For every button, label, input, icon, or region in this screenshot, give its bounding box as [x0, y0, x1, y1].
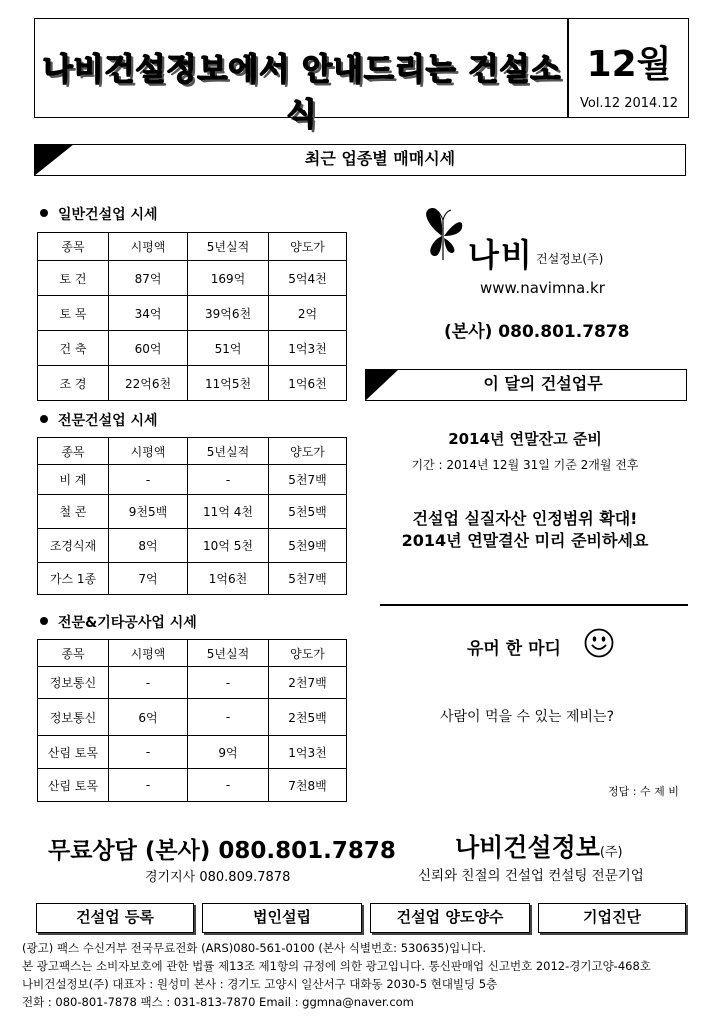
- notice-line2: 2014년 연말결산 미리 준비하세요: [401, 531, 649, 550]
- website-link[interactable]: www.navimna.kr: [480, 279, 605, 297]
- table-row: [38, 366, 347, 401]
- issue-volume: Vol.12 2014.12: [579, 96, 678, 111]
- col-header: 양도가: [269, 233, 347, 261]
- cell: 조경식재: [38, 529, 109, 563]
- cell: 건 축: [38, 331, 109, 366]
- cell: 정보통신: [38, 699, 109, 736]
- cell: 9억: [188, 736, 269, 769]
- monthly-heading: 이 달의 건설업무: [483, 374, 603, 393]
- cell: 10억 5천: [188, 529, 269, 563]
- cell: -: [109, 465, 188, 495]
- footer-line1: (광고) 팩스 수신거부 전국무료전화 (ARS)080-561-0100 (본사 식별번호: 530635)입니다.: [22, 941, 487, 955]
- cell: 34억: [109, 296, 188, 331]
- table-row: [38, 296, 347, 331]
- col-header: 양도가: [269, 438, 347, 465]
- cell: -: [188, 769, 269, 802]
- cell: 1억6천: [269, 366, 347, 401]
- smiley-icon: [584, 628, 614, 658]
- table1-title: 일반건설업 시세: [58, 207, 158, 223]
- col-header: 시평액: [109, 438, 188, 465]
- table2-title: 전문건설업 시세: [58, 413, 158, 429]
- col-header: 양도가: [269, 640, 347, 667]
- logo-suffix: 건설정보(주): [536, 252, 604, 266]
- diagnosis-button[interactable]: 기업진단: [538, 903, 686, 933]
- cell: 7억: [109, 563, 188, 595]
- footer-line3: 나비건설정보(주) 대표자 : 원성미 본사 : 경기도 고양시 일산서구 대화동 2030-5 현대빌딩 5층: [22, 977, 498, 991]
- cell: 정보통신: [38, 667, 109, 699]
- table-row: [38, 331, 347, 366]
- cell: 87억: [109, 261, 188, 296]
- col-header: 5년실적: [188, 233, 269, 261]
- col-header: 종목: [38, 640, 109, 667]
- table-row: [38, 261, 347, 296]
- cell: 비 계: [38, 465, 109, 495]
- bullet-icon: [40, 209, 48, 217]
- cell: 1억6천: [188, 563, 269, 595]
- table3-title: 전문&기타공사업 시세: [58, 615, 197, 631]
- cell: 9천5백: [109, 495, 188, 529]
- cell: 7천8백: [269, 769, 347, 802]
- table-row: [38, 529, 347, 563]
- monthly-section-header: [365, 369, 687, 401]
- cell: -: [188, 699, 269, 736]
- specialty-construction-table: [37, 437, 347, 595]
- cell: 22억6천: [109, 366, 188, 401]
- cell: 5천9백: [269, 529, 347, 563]
- cell: 1억3천: [269, 736, 347, 769]
- footer-line4: 전화 : 080-801-7878 팩스 : 031-813-7870 Email : ggmna@naver.com: [22, 995, 414, 1009]
- cell: 조 경: [38, 366, 109, 401]
- cell: 11억5천: [188, 366, 269, 401]
- col-header: 시평액: [109, 233, 188, 261]
- humor-heading: 유머 한 마디: [467, 639, 561, 659]
- cell: 5천7백: [269, 465, 347, 495]
- table-row: [38, 495, 347, 529]
- col-header: 시평액: [109, 640, 188, 667]
- cell: 6억: [109, 699, 188, 736]
- other-construction-table: [37, 639, 347, 802]
- col-header: 종목: [38, 438, 109, 465]
- company-suffix: (주): [599, 845, 623, 860]
- col-header: 종목: [38, 233, 109, 261]
- logo-name: 나비: [468, 236, 534, 274]
- cell: -: [188, 465, 269, 495]
- main-section-header: [34, 144, 686, 176]
- transfer-button[interactable]: 건설업 양도양수: [370, 903, 530, 933]
- cell: 토 목: [38, 296, 109, 331]
- cell: 11억 4천: [188, 495, 269, 529]
- company-name-text: 나비건설정보: [455, 833, 600, 862]
- company-name: [455, 828, 623, 864]
- cell: 가스 1종: [38, 563, 109, 595]
- col-header: 5년실적: [188, 640, 269, 667]
- humor-question: 사람이 먹을 수 있는 제비는?: [440, 709, 614, 725]
- issue-month: 12월: [586, 44, 672, 85]
- butterfly-icon: [418, 206, 468, 264]
- table-row: [38, 667, 347, 699]
- free-consult: 무료상담 (본사) 080.801.7878: [48, 838, 396, 864]
- cell: 2천7백: [269, 667, 347, 699]
- task-period: 기간 : 2014년 12월 31일 기준 2개월 전후: [411, 458, 639, 472]
- cell: -: [109, 736, 188, 769]
- cell: 39억6천: [188, 296, 269, 331]
- table-row: [38, 699, 347, 736]
- cell: 2천5백: [269, 699, 347, 736]
- cell: 1억3천: [269, 331, 347, 366]
- divider: [380, 604, 688, 606]
- humor-answer: 정답 : 수 제 비: [608, 785, 679, 798]
- cell: 5천7백: [269, 563, 347, 595]
- cell: 169억: [188, 261, 269, 296]
- bullet-icon: [40, 617, 48, 625]
- cell: 8억: [109, 529, 188, 563]
- cell: 5천5백: [269, 495, 347, 529]
- table-row: [38, 465, 347, 495]
- col-header: 5년실적: [188, 438, 269, 465]
- cell: 51억: [188, 331, 269, 366]
- section-title: 최근 업종별 매매시세: [304, 149, 456, 168]
- cell: -: [188, 667, 269, 699]
- table-row: [38, 563, 347, 595]
- construction-registration-button[interactable]: 건설업 등록: [36, 903, 194, 933]
- table-row: [38, 769, 347, 802]
- table-row: [38, 736, 347, 769]
- task-title: 2014년 연말잔고 준비: [448, 430, 602, 448]
- cell: 토 건: [38, 261, 109, 296]
- cell: 철 콘: [38, 495, 109, 529]
- incorporation-button[interactable]: 법인설립: [202, 903, 362, 933]
- hq-phone: (본사) 080.801.7878: [444, 322, 630, 342]
- branch-phone: 경기지사 080.809.7878: [145, 870, 291, 885]
- cell: 5억4천: [269, 261, 347, 296]
- header-divider: [567, 18, 569, 118]
- company-slogan: 신뢰와 친절의 건설업 컨설팅 전문기업: [418, 868, 644, 884]
- newsletter-title: 나비건설정보에서 안내드리는 건설소식: [42, 52, 562, 133]
- cell: -: [109, 667, 188, 699]
- notice-line1: 건설업 실질자산 인정범위 확대!: [412, 509, 638, 528]
- table2-heading: [40, 410, 158, 430]
- cell: 산림 토목: [38, 736, 109, 769]
- general-construction-table: [37, 232, 347, 401]
- table3-heading: [40, 612, 197, 632]
- cell: 산림 토목: [38, 769, 109, 802]
- footer-line2: 본 광고팩스는 소비자보호에 관한 법률 제13조 제1항의 규정에 의한 광고입니다. 통신판매업 신고번호 2012-경기고양-468호: [22, 959, 651, 973]
- cell: 2억: [269, 296, 347, 331]
- bullet-icon: [40, 415, 48, 423]
- cell: -: [109, 769, 188, 802]
- cell: 60억: [109, 331, 188, 366]
- table1-heading: [40, 204, 158, 224]
